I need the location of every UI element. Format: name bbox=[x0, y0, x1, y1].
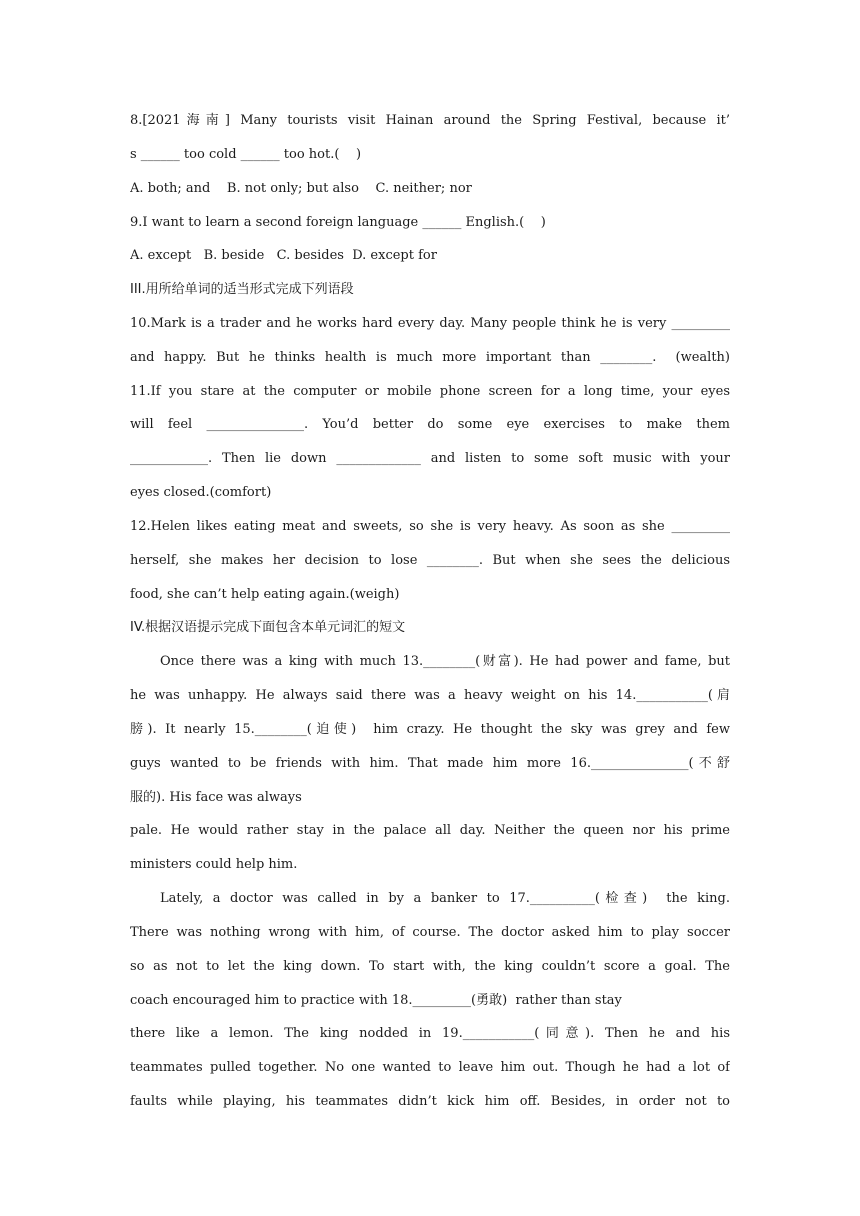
q12-line-2: herself, she makes her decision to lose ________. But when she sees the delicious bbox=[130, 553, 730, 568]
q10-line-2: and happy. But he thinks health is much more important than ________. (wealth) bbox=[130, 350, 730, 365]
passage-line-7: ministers could help him. bbox=[130, 857, 298, 872]
passage-line-12: there like a lemon. The king nodded in 19.___________(同意). Then he and his bbox=[130, 1026, 730, 1041]
passage-line-5: 服的). His face was always bbox=[130, 790, 302, 805]
q11-line-4: eyes closed.(comfort) bbox=[130, 485, 272, 500]
q11-line-2: will feel _______________. You’d better do some eye exercises to make them bbox=[130, 417, 730, 432]
q10-line-1: 10.Mark is a trader and he works hard every day. Many people think he is very _________ bbox=[130, 316, 730, 331]
passage-line-1: Once there was a king with much 13.________(财富). He had power and fame, but bbox=[160, 654, 730, 669]
q9-line: 9.I want to learn a second foreign language ______ English.( ) bbox=[130, 215, 546, 230]
passage-line-13: teammates pulled together. No one wanted to leave him out. Though he had a lot of bbox=[130, 1060, 730, 1075]
q11-line-3: ____________. Then lie down _____________ and listen to some soft music with your bbox=[130, 451, 730, 466]
passage-line-2: he was unhappy. He always said there was a heavy weight on his 14.___________(肩 bbox=[130, 688, 730, 703]
passage-line-14: faults while playing, his teammates didn’t kick him off. Besides, in order not to bbox=[130, 1094, 730, 1109]
passage-line-3: 膀). It nearly 15.________(迫使) him crazy. He thought the sky was grey and few bbox=[130, 722, 730, 737]
q8-line-1: 8.[2021海南] Many tourists visit Hainan around the Spring Festival, because it’ bbox=[130, 113, 730, 128]
passage-line-6: pale. He would rather stay in the palace all day. Neither the queen nor his prime bbox=[130, 823, 730, 838]
q12-line-3: food, she can’t help eating again.(weigh) bbox=[130, 587, 400, 602]
passage-line-11: coach encouraged him to practice with 18._________(勇敢) rather than stay bbox=[130, 993, 622, 1008]
passage-line-8: Lately, a doctor was called in by a banker to 17.__________(检查) the king. bbox=[160, 891, 730, 906]
passage-line-10: so as not to let the king down. To start with, the king couldn’t score a goal. The bbox=[130, 959, 730, 974]
q8-options: A. both; and B. not only; but also C. neither; nor bbox=[130, 181, 472, 196]
section-4-heading: IV.根据汉语提示完成下面包含本单元词汇的短文 bbox=[130, 620, 406, 635]
q8-line-2: s ______ too cold ______ too hot.( ) bbox=[130, 147, 362, 162]
section-3-heading: III.用所给单词的适当形式完成下列语段 bbox=[130, 282, 354, 297]
q9-options: A. except B. beside C. besides D. except for bbox=[130, 248, 437, 263]
q12-line-1: 12.Helen likes eating meat and sweets, so she is very heavy. As soon as she _________ bbox=[130, 519, 730, 534]
passage-line-4: guys wanted to be friends with him. That made him more 16._______________(不舒 bbox=[130, 756, 730, 771]
passage-line-9: There was nothing wrong with him, of course. The doctor asked him to play soccer bbox=[130, 925, 730, 940]
q11-line-1: 11.If you stare at the computer or mobile phone screen for a long time, your eyes bbox=[130, 384, 730, 399]
